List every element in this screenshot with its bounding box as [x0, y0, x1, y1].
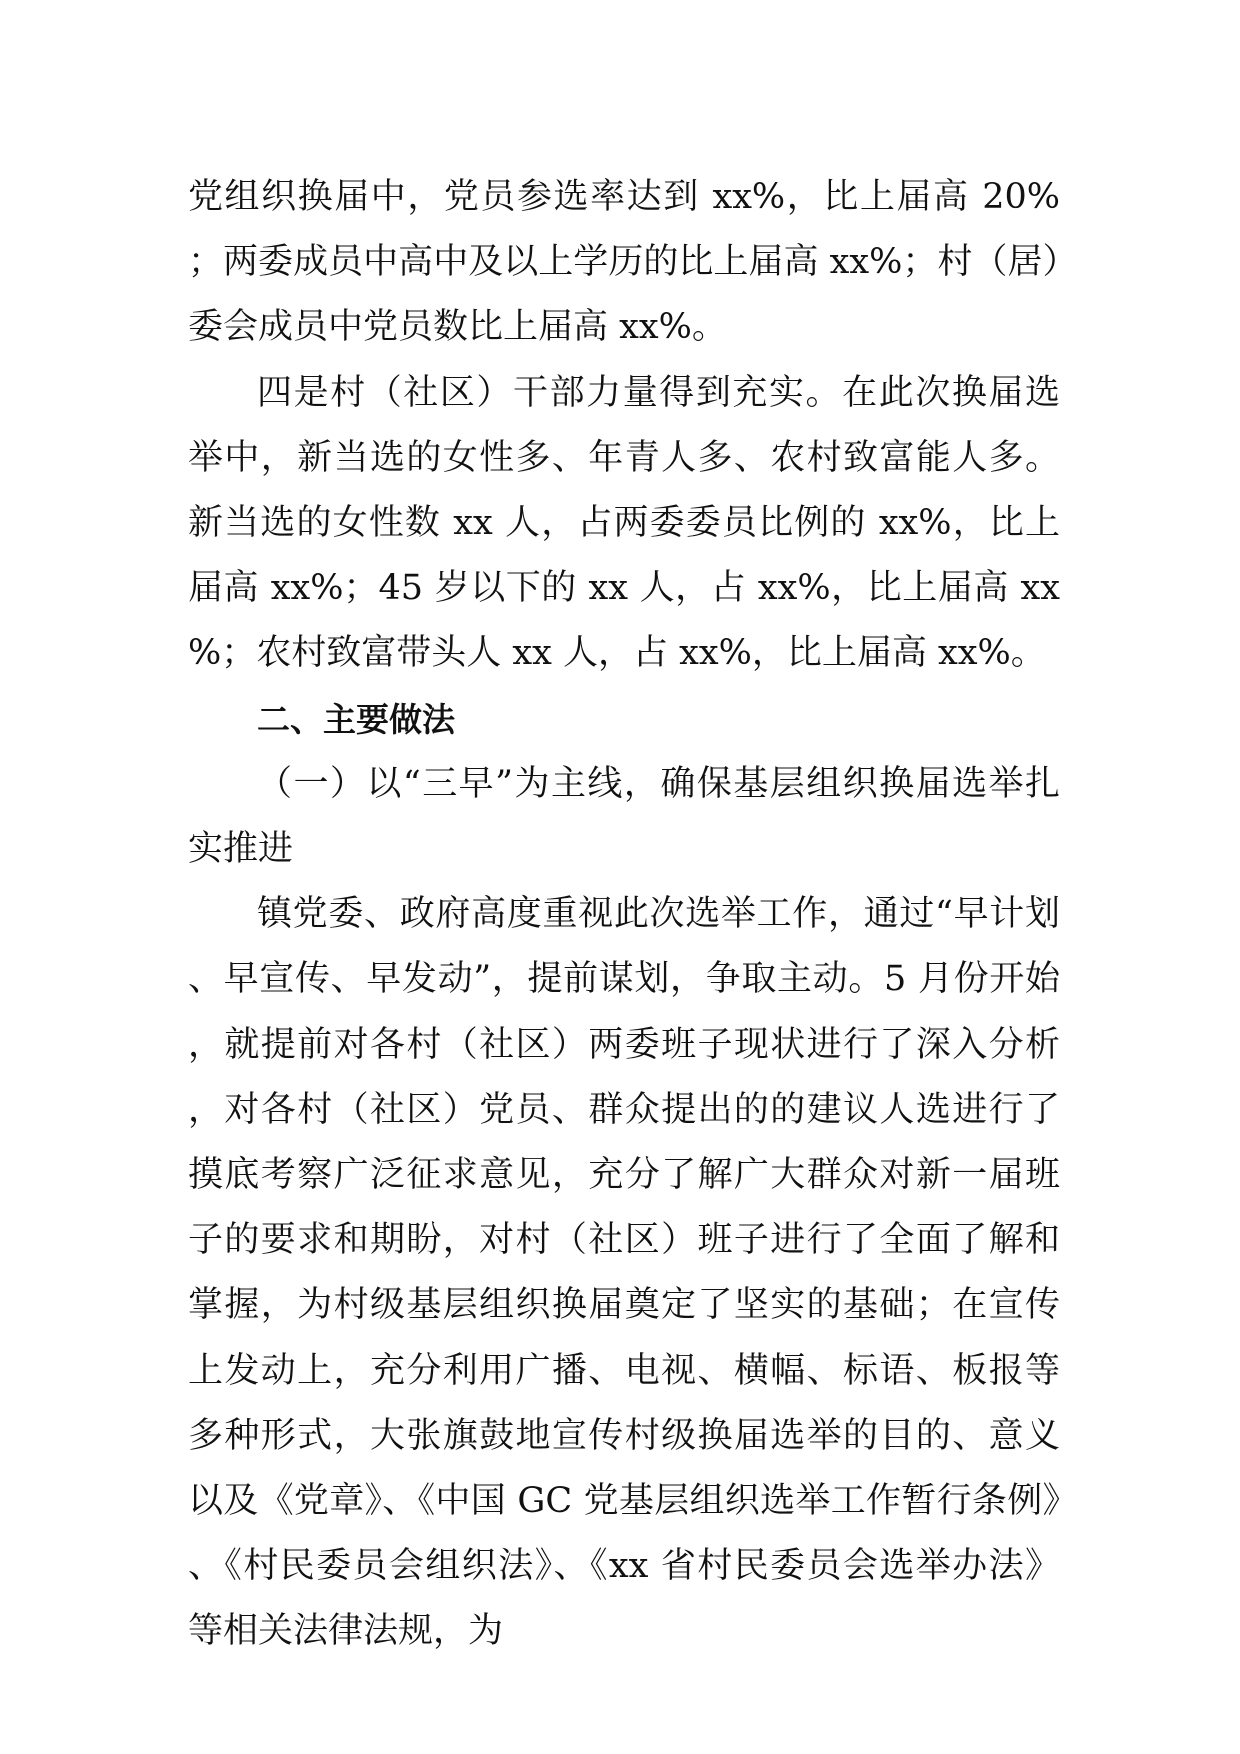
- section-heading-main-practices: 二、主要做法: [257, 699, 455, 739]
- paragraph-party-election-stats: 党组织换届中，党员参选率达到 xx%，比上届高 20%；两委成员中高中及以上学历的比上届高 xx%；村（居）委会成员中党员数比上届高 xx%。: [188, 177, 1060, 348]
- document-body: [188, 165, 1060, 1665]
- paragraph-cadre-strength: 四是村（社区）干部力量得到充实。在此次换届选举中，新当选的女性多、年青人多、农村致富能人多。新当选的女性数 xx 人，占两委委员比例的 xx%，比上届高 xx%；45 岁以下的 xx 人，占 xx%，比上届高 xx%；农村致富带头人 xx 人，占 xx%，比上届高 xx%。: [188, 372, 1060, 674]
- subheading-three-early: （一）以“三早”为主线，确保基层组织换届选举扎实推进: [188, 763, 1060, 870]
- paragraph-early-planning: 镇党委、政府高度重视此次选举工作，通过“早计划、早宣传、早发动”，提前谋划，争取主动。5 月份开始，就提前对各村（社区）两委班子现状进行了深入分析，对各村（社区）党员、群众提出的的建议人选进行了摸底考察广泛征求意见，充分了解广大群众对新一届班子的要求和期盼，对村（社区）班子进行了全面了解和掌握，为村级基层组织换届奠定了坚实的基础；在宣传上发动上，充分利用广播、电视、横幅、标语、板报等多种形式，大张旗鼓地宣传村级换届选举的目的、意义以及《党章》、《中国 GC 党基层组织选举工作暂行条例》、《村民委员会组织法》、《xx 省村民委员会选举办法》等相关法律法规，为: [188, 894, 1060, 1652]
